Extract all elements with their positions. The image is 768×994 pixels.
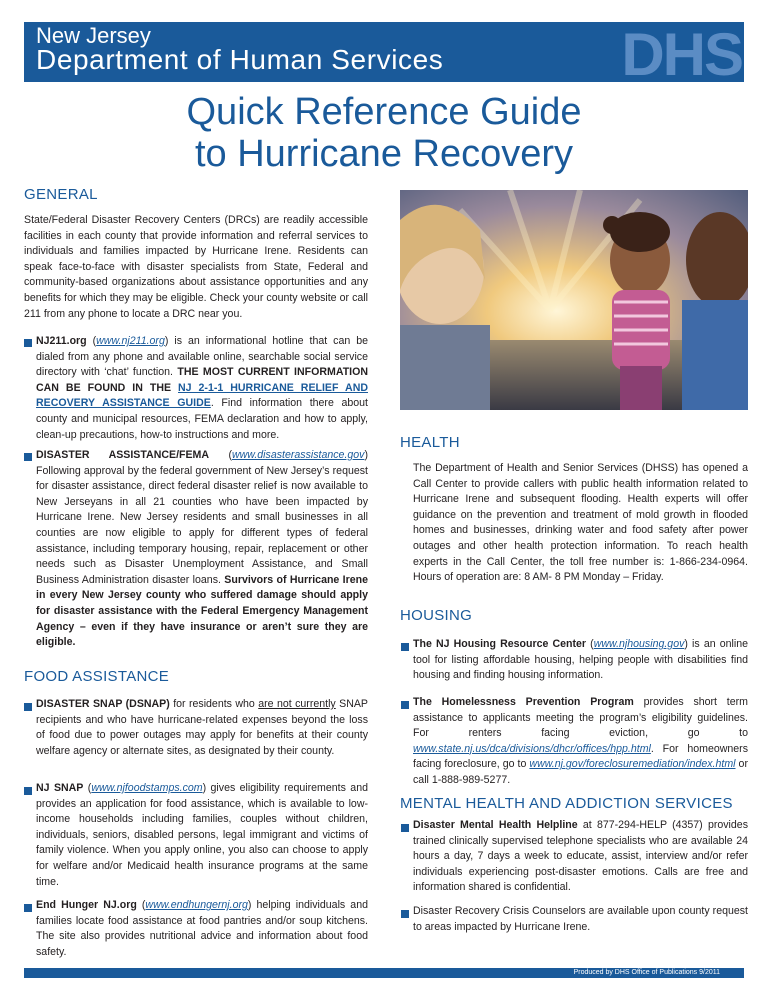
header-banner <box>24 22 744 82</box>
endhunger-paren: ( <box>136 899 146 911</box>
fema-text: Following approval by the federal government of New Jersey’s request for disaster assistance, direct federal disaster relief is now available to New Jerseyans in all 21 counties who have been impacted by Hurricane Irene. New Jersey residents and small businesses in all counties are now eligible to apply for different types of federal assistance, including temporary housing, repair, replacement or other needs such as Disaster Unemployment Assistance, and Small Business Administration disaster loans. <box>36 464 368 586</box>
counselors-item: Disaster Recovery Crisis Counselors are available upon county request to areas impacted by Hurricane Irene. <box>413 905 748 933</box>
health-heading: HEALTH <box>400 434 460 451</box>
state-name: New Jersey <box>36 23 151 48</box>
bullet-icon <box>401 910 409 918</box>
footer-credit: Produced by DHS Office of Publications 9/2011 <box>573 969 720 976</box>
housing-resource-link[interactable]: www.njhousing.gov <box>593 638 685 650</box>
dsnap-text: for residents who <box>169 698 259 710</box>
nj211-item <box>36 334 368 443</box>
mental-health-heading: MENTAL HEALTH AND ADDICTION SERVICES <box>400 795 733 812</box>
general-heading: GENERAL <box>24 186 98 203</box>
hpp-link[interactable]: www.state.nj.us/dca/divisions/dhcr/offices/hpp.html <box>413 742 651 755</box>
housing-heading: HOUSING <box>400 607 473 624</box>
dsnap-name: DISASTER SNAP (DSNAP) <box>36 698 170 710</box>
family-photo-icon <box>400 190 748 410</box>
department-name: Department of Human Services <box>36 44 444 75</box>
bullet-icon <box>24 703 32 711</box>
helpline-text: at 877-294-HELP (4357) provides trained clinically supervised telephone specialists who are available 24 hours a day, 7 days a week to educate, assist, interview and/or refer individuals experiencing post-disaster emotions. Calls are free and information shared is confidential. <box>413 819 748 894</box>
food-heading: FOOD ASSISTANCE <box>24 668 170 685</box>
housing-resource-item <box>413 637 748 684</box>
page-title-line-2: to Hurricane Recovery <box>194 133 574 175</box>
housing-resource-text: ) is an online tool for listing affordable housing, helping people with disabilities find housing and finding housing information. <box>413 638 748 682</box>
njsnap-paren: ( <box>83 782 92 794</box>
homelessness-text: provides short term assistance to applicants meeting the program’s eligibility guidelines. For renters facing eviction, go to <box>413 696 748 740</box>
fema-link[interactable]: www.disasterassistance.gov <box>231 449 365 461</box>
homelessness-text-3: or call 1-888-989-5277. <box>413 758 748 786</box>
bullet-icon <box>24 904 32 912</box>
dsnap-item <box>36 697 368 759</box>
bullet-icon <box>401 701 409 709</box>
housing-resource-paren: ( <box>586 638 594 650</box>
housing-resource-name: The NJ Housing Resource Center <box>413 638 587 650</box>
endhunger-text: ) helping individuals and families locate food assistance at food pantries and/or soup kitchens. The site also provides nutritional advice and information about food safety. <box>36 899 368 958</box>
bullet-icon <box>24 453 32 461</box>
nj211-link[interactable]: www.nj211.org <box>96 335 165 347</box>
nj211-paren: ( <box>86 335 97 347</box>
nj211-text-2: . Find information there about county and municipal resources, FEMA declaration and how to apply, clean-up precautions, how-to instructions and more. <box>36 397 368 441</box>
endhunger-link[interactable]: www.endhungernj.org <box>145 899 248 911</box>
nj211-emphasis: THE MOST CURRENT INFORMATION CAN BE FOUND IN THE <box>36 366 368 394</box>
dhs-logo: DHS <box>621 22 742 82</box>
foreclosure-link[interactable]: www.nj.gov/foreclosuremediation/index.html <box>529 758 736 771</box>
fema-emphasis: Survivors of Hurricane Irene in every New Jersey county who suffered damage should apply for disaster assistance with the Federal Emergency Management Agency – even if they have insurance or aren’t sure they are eligible. <box>36 573 368 649</box>
fema-paren-close: ) <box>364 449 368 461</box>
general-intro: State/Federal Disaster Recovery Centers (DRCs) are readily accessible facilities in each county that provide information and referral services to individuals and families impacted by Hurricane Irene. Residents can speak face-to-face with disaster specialists from State, Federal and community-based organizations about assistance opportunities and any benefits for which they may be eligible. Check your county website or call 211 from any phone to locate a DRC near you. <box>24 214 368 320</box>
homelessness-item <box>413 695 748 789</box>
bullet-icon <box>401 643 409 651</box>
hurricane-recovery-photo <box>400 190 748 410</box>
nj211-name: NJ211.org <box>36 335 87 347</box>
fema-name: DISASTER ASSISTANCE/FEMA <box>36 449 210 461</box>
njsnap-name: NJ SNAP <box>36 782 84 794</box>
fema-paren: ( <box>209 449 232 461</box>
njsnap-link[interactable]: www.njfoodstamps.com <box>91 782 203 794</box>
bullet-icon <box>401 824 409 832</box>
page-title-line-1: Quick Reference Guide <box>186 91 582 133</box>
homelessness-name: The Homelessness Prevention Program <box>413 696 634 708</box>
dsnap-underline: are not currently <box>258 698 336 710</box>
nj211-guide-link[interactable]: NJ 2-1-1 HURRICANE RELIEF AND RECOVERY ASSISTANCE GUIDE <box>36 381 368 410</box>
njsnap-text: ) gives eligibility requirements and provides an application for food assistance, which is available to low-income households including families, couples without children, individuals, seniors, disabled persons, legal immigrant and victims of family violence. When you apply online, you also can choose to apply for welfare and/or Medicaid health insurance programs at the same time. <box>36 782 368 888</box>
fema-item <box>36 448 368 651</box>
homelessness-text-2: . For homeowners facing foreclosure, go to <box>413 742 748 771</box>
helpline-name: Disaster Mental Health Helpline <box>413 819 578 831</box>
endhunger-item <box>36 898 368 960</box>
njsnap-item <box>36 781 368 890</box>
bullet-icon <box>24 787 32 795</box>
health-text: The Department of Health and Senior Services (DHSS) has opened a Call Center to provide callers with public health information related to Hurricane Irene and subsequent flooding. Health experts will offer guidance on the prevention and treatment of mold growth in flooded homes and businesses, drinking water and food safety after power outages and other health protection information. To reach health experts in the Call Center, the toll free number is: 1-866-234-0964. Hours of operation are: 8 AM- 8 PM Monday – Friday. <box>413 462 748 584</box>
helpline-item <box>413 818 748 896</box>
bullet-icon <box>24 339 32 347</box>
nj211-text: ) is an informational hotline that can be dialed from any phone and available online, searchable social service directory with ‘chat’ function. <box>36 335 368 379</box>
dsnap-text-2: SNAP recipients and who have hurricane-related expenses beyond the loss of food due to power outages may apply for benefits at their county welfare agency or alternate sites, as designated by their county. <box>36 698 368 757</box>
endhunger-name: End Hunger NJ.org <box>36 899 137 911</box>
